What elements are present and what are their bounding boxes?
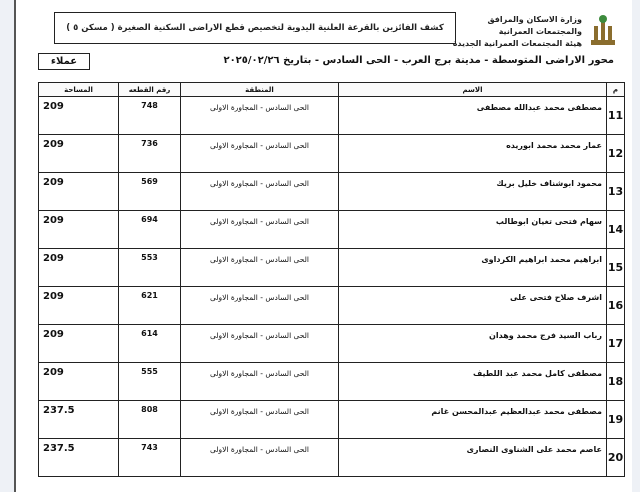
organization-name	[442, 14, 582, 50]
table-row	[39, 135, 625, 173]
winner-name: ابراهيم محمد ابراهيم الكرداوى	[339, 249, 607, 287]
row-index: 17	[607, 325, 625, 363]
plot-number: 736	[119, 135, 181, 173]
region: الحى السادس - المجاورة الاولى	[181, 211, 339, 249]
plot-area: 209	[39, 173, 119, 211]
table-row	[39, 211, 625, 249]
plot-number: 555	[119, 363, 181, 401]
plot-number: 694	[119, 211, 181, 249]
table-row	[39, 97, 625, 135]
winner-name: عاصم محمد على الشناوى النصارى	[339, 439, 607, 477]
region: الحى السادس - المجاورة الاولى	[181, 135, 339, 173]
plot-number: 743	[119, 439, 181, 477]
table-row	[39, 325, 625, 363]
table-row	[39, 173, 625, 211]
header-name: الاسم	[339, 83, 607, 97]
winner-name: مصطفى محمد عبدالعظيم عبدالمحسن غانم	[339, 401, 607, 439]
plot-area: 237.5	[39, 401, 119, 439]
row-index: 19	[607, 401, 625, 439]
winner-name: مصطفى محمد عبدالله مصطفى	[339, 97, 607, 135]
row-index: 13	[607, 173, 625, 211]
table-row	[39, 439, 625, 477]
table-row	[39, 287, 625, 325]
plot-area: 209	[39, 325, 119, 363]
org-line-2: هيئة المجتمعات العمرانية الجديدة	[452, 39, 582, 48]
table-row	[39, 401, 625, 439]
winner-name: سهام فتحى تغيان ابوطالب	[339, 211, 607, 249]
row-index: 18	[607, 363, 625, 401]
region: الحى السادس - المجاورة الاولى	[181, 363, 339, 401]
header-index: م	[607, 83, 625, 97]
row-index: 11	[607, 97, 625, 135]
plot-number: 569	[119, 173, 181, 211]
client-type-badge: عملاء	[38, 53, 90, 70]
winner-name: اشرف صلاح فتحى على	[339, 287, 607, 325]
plot-area: 237.5	[39, 439, 119, 477]
ministry-logo-icon	[588, 14, 618, 48]
plot-area: 209	[39, 287, 119, 325]
document-title: كشف الفائزين بالقرعة العلنية اليدوية لتخصيص قطع الاراضى السكنية الصغيرة ( مسكن ٥ )	[54, 12, 456, 44]
plot-number: 808	[119, 401, 181, 439]
region: الحى السادس - المجاورة الاولى	[181, 401, 339, 439]
subheader	[38, 53, 624, 70]
winner-name: محمود ابوشناف خليل بريك	[339, 173, 607, 211]
table-row	[39, 363, 625, 401]
winners-table	[38, 82, 625, 477]
document-page	[14, 0, 632, 492]
plot-number: 553	[119, 249, 181, 287]
region: الحى السادس - المجاورة الاولى	[181, 173, 339, 211]
plot-number: 748	[119, 97, 181, 135]
plot-area: 209	[39, 363, 119, 401]
row-index: 14	[607, 211, 625, 249]
row-index: 16	[607, 287, 625, 325]
table-row	[39, 249, 625, 287]
header-region: المنطقة	[181, 83, 339, 97]
row-index: 20	[607, 439, 625, 477]
region: الحى السادس - المجاورة الاولى	[181, 439, 339, 477]
plot-area: 209	[39, 249, 119, 287]
plot-number: 621	[119, 287, 181, 325]
document-header	[16, 0, 632, 52]
table-header-row	[39, 83, 625, 97]
plot-area: 209	[39, 97, 119, 135]
header-plot-number: رقم القطعه	[119, 83, 181, 97]
row-index: 15	[607, 249, 625, 287]
winner-name: مصطفى كامل محمد عبد اللطيف	[339, 363, 607, 401]
org-line-1: وزارة الاسكان والمرافق والمجتمعات العمرانية	[487, 15, 582, 36]
region: الحى السادس - المجاورة الاولى	[181, 287, 339, 325]
row-index: 12	[607, 135, 625, 173]
winner-name: عمار محمد محمد ابوريده	[339, 135, 607, 173]
region: الحى السادس - المجاورة الاولى	[181, 325, 339, 363]
winner-name: رباب السيد فرج محمد وهدان	[339, 325, 607, 363]
header-area: المساحة	[39, 83, 119, 97]
plot-area: 209	[39, 211, 119, 249]
plot-number: 614	[119, 325, 181, 363]
region: الحى السادس - المجاورة الاولى	[181, 97, 339, 135]
region: الحى السادس - المجاورة الاولى	[181, 249, 339, 287]
plot-area: 209	[39, 135, 119, 173]
document-subtitle: محور الاراضى المتوسطة - مدينة برج العرب - الحى السادس - بتاريخ ٢٠٢٥/٠٢/٢٦	[223, 55, 614, 66]
